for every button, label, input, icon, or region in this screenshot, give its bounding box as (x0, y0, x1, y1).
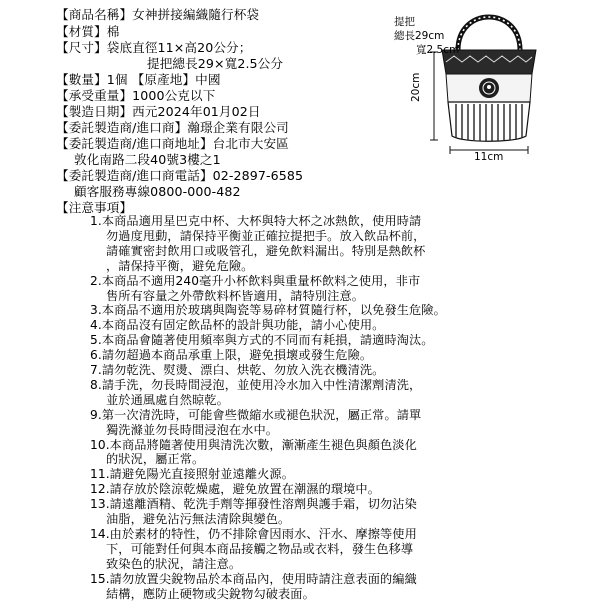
note-14-line-2: 下，可能對任何與本商品接觸之物品或衣料，發生色移導 (106, 541, 414, 556)
note-6: 6.請勿超過本商品承重上限，避免損壞或發生危險。 (90, 348, 373, 363)
note-1-line-1: 1.本商品適用星巴克中杯、大杯與特大杯之冰熱飲，使用時請 (90, 214, 422, 228)
address-line-2: 敦化南路二段40號3樓之1 (74, 152, 221, 167)
note-11: 11.請避免陽光直接照射並遠離火源。 (90, 467, 294, 482)
handle-length: 總長29cm (394, 30, 445, 42)
note-12: 12.請存放於陰涼乾燥處，避免放置在潮濕的環境中。 (90, 482, 381, 497)
note-10-line-1: 10.本商品將隨著使用與清洗次數，漸漸產生褪色與顏色淡化 (90, 437, 417, 452)
quantity-origin: 【數量】1個 【原產地】中國 (56, 72, 221, 87)
note-14-line-1: 14.由於素材的特性，仍不排除會因雨水、汗水、摩擦等使用 (90, 526, 417, 541)
diameter-label: 11cm (474, 151, 504, 163)
height-label: 20cm (410, 72, 422, 102)
handle-width: 寬2.5cm (416, 44, 460, 56)
note-1-line-3: 請確實密封飲用口或吸管孔，避免飲料漏出。特別是熱飲杯 (106, 243, 426, 258)
weight-limit: 【承受重量】1000公克以下 (56, 88, 216, 103)
notes-heading: 【注意事項】 (56, 200, 133, 215)
note-4: 4.本商品沒有固定飲品杯的設計與功能，請小心使用。 (90, 318, 385, 333)
phone: 【委託製造商/進口商電話】02-2897-6585 (56, 168, 304, 183)
note-13-line-2: 油脂，避免沾污無法清除與變色。 (106, 512, 291, 526)
note-1-line-4: ，請保持平衡，避免危險。 (106, 258, 254, 273)
note-14-line-3: 致染色的狀況，請注意。 (106, 556, 242, 571)
bag-dimension-diagram (376, 2, 596, 162)
note-9-line-2: 獨洗滌並勿長時間浸泡在水中。 (106, 422, 279, 437)
note-7: 7.請勿乾洗、熨燙、漂白、烘乾、勿放入洗衣機清洗。 (90, 363, 385, 377)
note-15-line-1: 15.請勿放置尖銳物品於本商品內，使用時請注意表面的編織 (90, 571, 417, 586)
note-13-line-1: 13.請遠離酒精、乾洗手劑等揮發性溶劑與護手霜，切勿沾染 (90, 497, 417, 512)
note-1-line-2: 勿過度甩動，請保持平衡並正確拉提把手。放入飲品杯前， (106, 228, 426, 243)
note-8-line-1: 8.請手洗，勿長時間浸泡，並使用冷水加入中性清潔劑清洗， (90, 377, 422, 392)
manufacturer: 【委託製造商/進口商】瀚璟企業有限公司 (56, 120, 289, 135)
service-line: 顧客服務專線0800-000-482 (74, 184, 241, 199)
note-2-line-2: 售所有容量之外帶飲料杯皆適用，請特別注意。 (106, 288, 365, 303)
note-8-line-2: 並於通風處自然晾乾。 (106, 392, 229, 407)
product-name: 【商品名稱】女神拼接編織隨行杯袋 (56, 7, 260, 22)
note-2-line-1: 2.本商品不適用240毫升小杯飲料與重量杯飲料之使用，非市 (90, 273, 421, 288)
note-5: 5.本商品會隨著使用頻率與方式的不同而有耗損，請適時淘汰。 (90, 333, 434, 348)
manufacture-date: 【製造日期】西元2024年01月02日 (56, 104, 261, 119)
bag-handle (458, 17, 520, 50)
note-3: 3.本商品不適用於玻璃與陶瓷等易碎材質隨行杯，以免發生危險。 (90, 303, 446, 318)
note-10-line-2: 的狀況，屬正常。 (106, 452, 205, 467)
address-line-1: 【委託製造商/進口商地址】台北市大安區 (56, 136, 289, 151)
note-9-line-1: 9.第一次清洗時，可能會些微縮水或褪色狀況，屬正常。請單 (90, 407, 422, 422)
material: 【材質】棉 (56, 24, 120, 39)
handle-title: 提把 (394, 16, 415, 28)
note-15-line-2: 結構，應防止硬物或尖銳物勾破表面。 (106, 586, 315, 601)
size-line-2: 提把總長29×寬2.5公分 (147, 56, 284, 71)
size-line-1: 【尺寸】袋底直徑11×高20公分； (56, 40, 252, 55)
bag-bottom-weave (448, 102, 530, 141)
